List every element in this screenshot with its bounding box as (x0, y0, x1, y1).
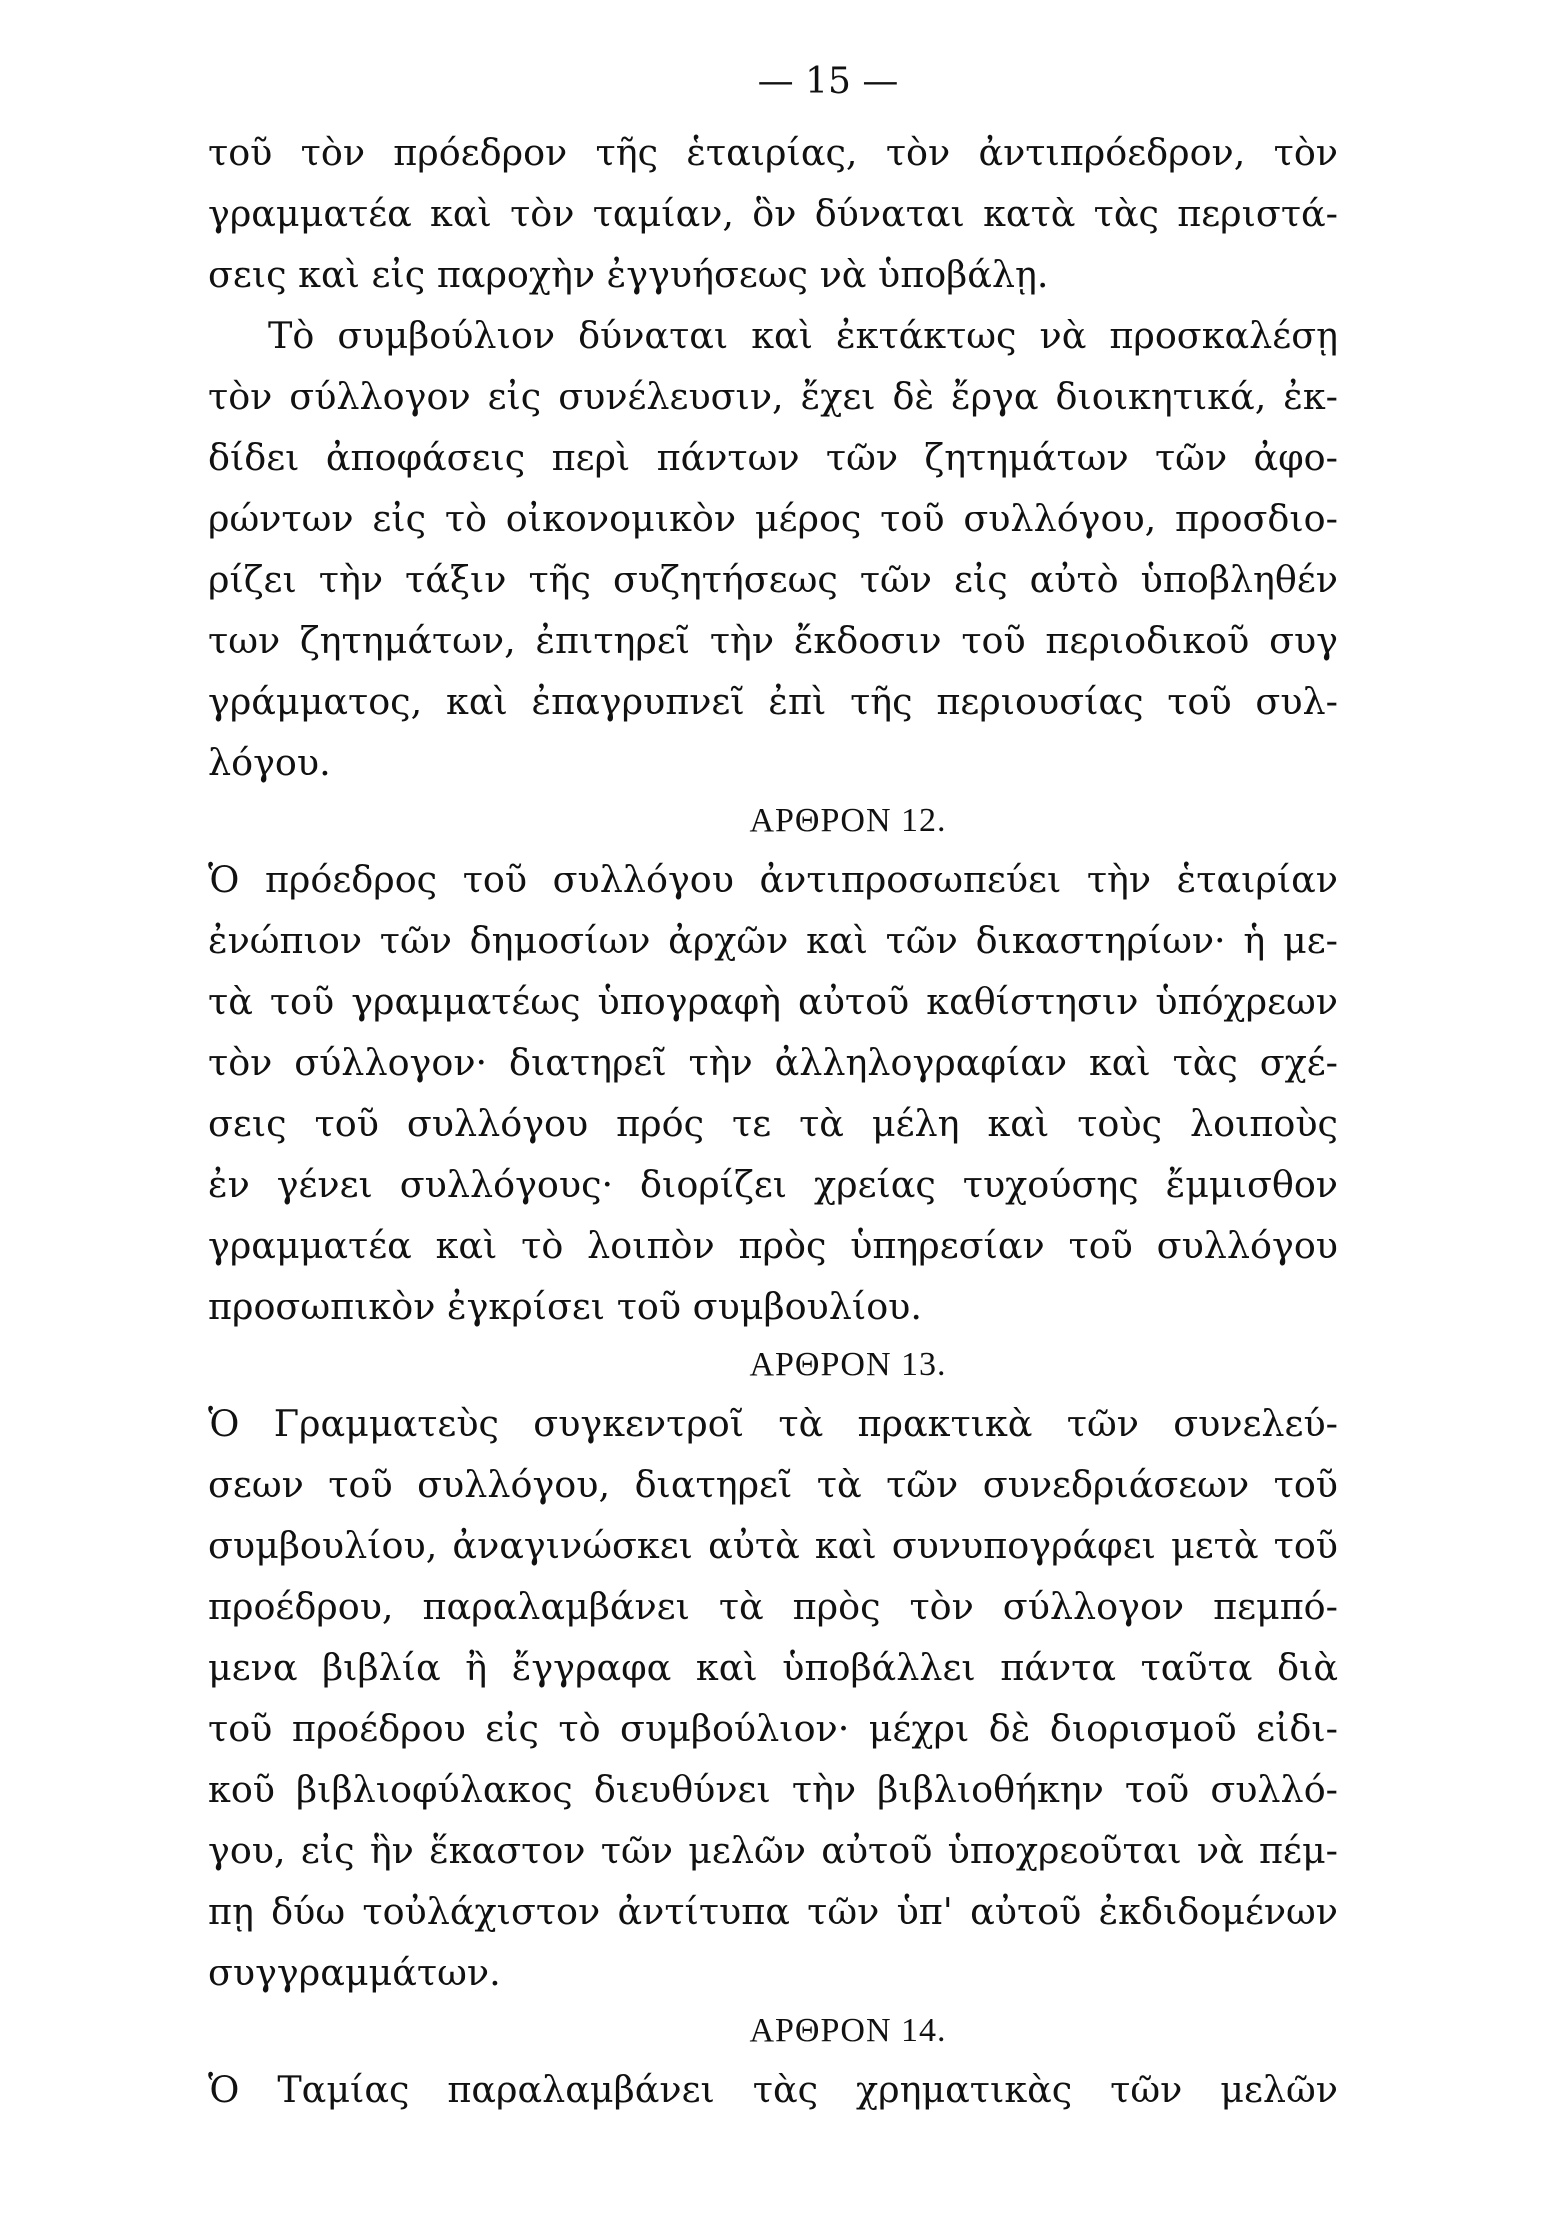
text-line: των ζητημάτων, ἐπιτηρεῖ τὴν ἔκδοσιν τοῦ περιοδικοῦ συγ (208, 619, 1338, 662)
text-line: γραμματέα καὶ τὸν ταμίαν, ὃν δύναται κατὰ τὰς περιστά- (208, 192, 1338, 235)
text-line: ρώντων εἰς τὸ οἰκονομικὸν μέρος τοῦ συλλόγου, προσδιο- (208, 497, 1338, 540)
paragraph-1 (208, 122, 1338, 305)
text-line: σεις καὶ εἰς παροχὴν ἐγγυήσεως νὰ ὑποβάλῃ. (208, 253, 1049, 296)
text-line: Ὁ Ταμίας παραλαμβάνει τὰς χρηματικὰς τῶν μελῶν (208, 2068, 1338, 2111)
text-line: προέδρου, παραλαμβάνει τὰ πρὸς τὸν σύλλογον πεμπό- (208, 1585, 1338, 1628)
text-line: σεις τοῦ συλλόγου πρός τε τὰ μέλη καὶ τοὺς λοιποὺς (208, 1102, 1338, 1145)
text-line: γου, εἰς ἣν ἕκαστον τῶν μελῶν αὐτοῦ ὑποχρεοῦται νὰ πέμ- (208, 1829, 1338, 1872)
page-number: — 15 — (757, 61, 899, 102)
paragraph-3 (208, 849, 1338, 1337)
text-line: πῃ δύω τοὐλάχιστον ἀντίτυπα τῶν ὑπ' αὐτοῦ ἐκδιδομένων (208, 1890, 1338, 1933)
text-line: γραμματέα καὶ τὸ λοιπὸν πρὸς ὑπηρεσίαν τοῦ συλλόγου (208, 1224, 1338, 1267)
text-line: Τὸ συμβούλιον δύναται καὶ ἐκτάκτως νὰ προσκαλέσῃ (268, 314, 1338, 357)
article-12-heading: ΑΡΘΡΟΝ 12. (749, 802, 947, 839)
text-line: ἐνώπιον τῶν δημοσίων ἀρχῶν καὶ τῶν δικαστηρίων· ἡ με- (208, 919, 1338, 962)
text-line: προσωπικὸν ἐγκρίσει τοῦ συμβουλίου. (208, 1285, 922, 1328)
text-line: μενα βιβλία ἢ ἔγγραφα καὶ ὑποβάλλει πάντα ταῦτα διὰ (208, 1646, 1338, 1689)
text-line: Ὁ Γραμματεὺς συγκεντροῖ τὰ πρακτικὰ τῶν συνελεύ- (208, 1402, 1338, 1445)
document-page (208, 52, 1338, 2192)
text-line: τὸν σύλλογον· διατηρεῖ τὴν ἀλληλογραφίαν καὶ τὰς σχέ- (208, 1041, 1338, 1084)
article-13-heading: ΑΡΘΡΟΝ 13. (749, 1346, 947, 1383)
text-line: δίδει ἀποφάσεις περὶ πάντων τῶν ζητημάτων τῶν ἀφο- (208, 436, 1338, 479)
paragraph-4 (208, 1393, 1338, 2003)
paragraph-5 (208, 2059, 1338, 2120)
text-line: γράμματος, καὶ ἐπαγρυπνεῖ ἐπὶ τῆς περιουσίας τοῦ συλ- (208, 680, 1338, 723)
text-line: τὰ τοῦ γραμματέως ὑπογραφὴ αὐτοῦ καθίστησιν ὑπόχρεων (208, 980, 1338, 1023)
text-line: συγγραμμάτων. (208, 1951, 501, 1994)
text-line: τοῦ τὸν πρόεδρον τῆς ἑταιρίας, τὸν ἀντιπρόεδρον, τὸν (208, 131, 1338, 174)
text-line: ἐν γένει συλλόγους· διορίζει χρείας τυχούσης ἔμμισθον (208, 1163, 1338, 1206)
article-14-heading: ΑΡΘΡΟΝ 14. (749, 2012, 947, 2049)
text-line: λόγου. (208, 741, 331, 784)
paragraph-2 (208, 305, 1338, 793)
text-line: τοῦ προέδρου εἰς τὸ συμβούλιον· μέχρι δὲ διορισμοῦ εἰδι- (208, 1707, 1338, 1750)
text-line: τὸν σύλλογον εἰς συνέλευσιν, ἔχει δὲ ἔργα διοικητικά, ἐκ- (208, 375, 1338, 418)
text-line: Ὁ πρόεδρος τοῦ συλλόγου ἀντιπροσωπεύει τὴν ἑταιρίαν (208, 858, 1338, 901)
text-line: ρίζει τὴν τάξιν τῆς συζητήσεως τῶν εἰς αὐτὸ ὑποβληθέν (208, 558, 1338, 601)
text-line: κοῦ βιβλιοφύλακος διευθύνει τὴν βιβλιοθήκην τοῦ συλλό- (208, 1768, 1338, 1811)
text-line: συμβουλίου, ἀναγινώσκει αὐτὰ καὶ συνυπογράφει μετὰ τοῦ (208, 1524, 1338, 1567)
text-line: σεων τοῦ συλλόγου, διατηρεῖ τὰ τῶν συνεδριάσεων τοῦ (208, 1463, 1338, 1506)
